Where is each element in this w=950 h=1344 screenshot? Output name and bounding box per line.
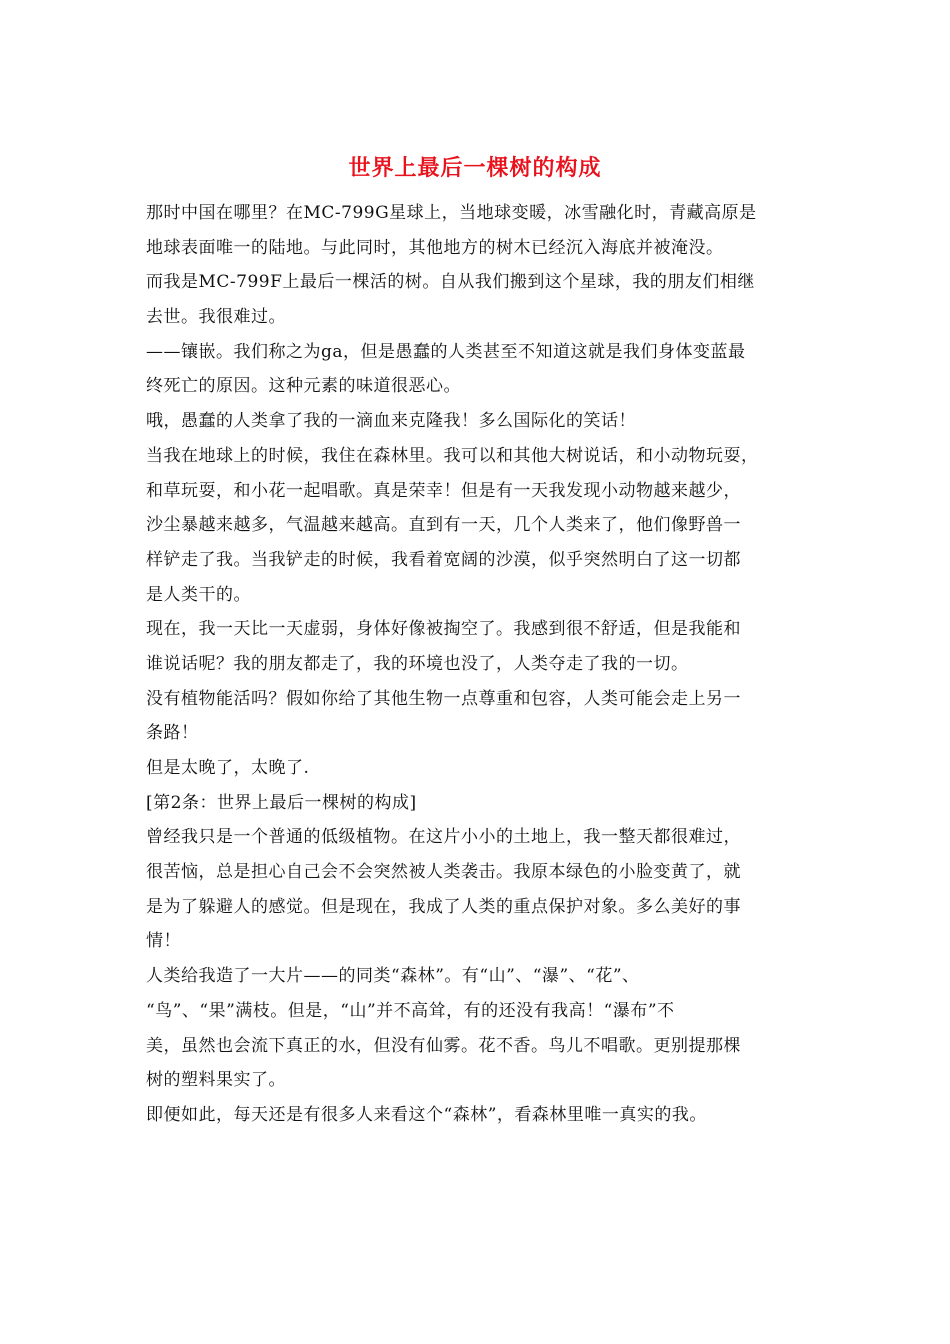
- text-line: ——镶嵌。我们称之为ga，但是愚蠢的人类甚至不知道这就是我们身体变蓝最: [146, 341, 746, 362]
- text-line: 当我在地球上的时候，我住在森林里。我可以和其他大树说话，和小动物玩耍，: [146, 445, 759, 466]
- text-line: 而我是MC-799F上最后一棵活的树。自从我们搬到这个星球，我的朋友们相继: [146, 272, 755, 293]
- text-line: 那时中国在哪里？在MC-799G星球上，当地球变暖，冰雪融化时，青藏高原是: [146, 203, 757, 223]
- document-title: 世界上最后一棵树的构成: [348, 155, 602, 181]
- section-heading: [第2条：世界上最后一棵树的构成]: [146, 792, 417, 813]
- text-line: 情！: [146, 931, 181, 952]
- text-line: 没有植物能活吗？假如你给了其他生物一点尊重和包容，人类可能会走上另一: [146, 688, 741, 709]
- text-line: 和草玩耍，和小花一起唱歌。真是荣幸！但是有一天我发现小动物越来越少，: [146, 480, 741, 501]
- text-line: 是人类干的。: [146, 584, 251, 605]
- text-line: 终死亡的原因。这种元素的味道很恶心。: [146, 376, 461, 397]
- text-line: 沙尘暴越来越多，气温越来越高。直到有一天，几个人类来了，他们像野兽一: [146, 515, 741, 536]
- text-line: 即便如此，每天还是有很多人来看这个“森林”，看森林里唯一真实的我。: [146, 1104, 707, 1125]
- text-line: 去世。我很难过。: [146, 307, 286, 328]
- text-line: 曾经我只是一个普通的低级植物。在这片小小的土地上，我一整天都很难过，: [146, 827, 741, 848]
- text-line: 美，虽然也会流下真正的水，但没有仙雾。花不香。鸟儿不唱歌。更别提那棵: [146, 1035, 741, 1056]
- text-line: 哦，愚蠢的人类拿了我的一滴血来克隆我！多么国际化的笑话！: [146, 411, 636, 432]
- document-body: [146, 196, 812, 1133]
- text-line: “鸟”、“果”满枝。但是，“山”并不高耸，有的还没有我高！“瀑布”不: [146, 1000, 675, 1021]
- text-line: 但是太晚了，太晚了.: [146, 758, 310, 778]
- text-line: 样铲走了我。当我铲走的时候，我看着宽阔的沙漠，似乎突然明白了这一切都: [146, 549, 741, 570]
- text-line: 谁说话呢？我的朋友都走了，我的环境也没了，人类夺走了我的一切。: [146, 653, 689, 674]
- text-line: 条路！: [146, 723, 199, 744]
- text-line: 很苦恼，总是担心自己会不会突然被人类袭击。我原本绿色的小脸变黄了，就: [146, 862, 741, 883]
- text-line: 树的塑料果实了。: [146, 1070, 286, 1091]
- text-line: 地球表面唯一的陆地。与此同时，其他地方的树木已经沉入海底并被淹没。: [146, 237, 724, 258]
- text-line: 现在，我一天比一天虚弱，身体好像被掏空了。我感到很不舒适，但是我能和: [146, 619, 741, 640]
- text-line: 人类给我造了一大片——的同类“森林”。有“山”、“瀑”、“花”、: [146, 966, 640, 987]
- text-line: 是为了躲避人的感觉。但是现在，我成了人类的重点保护对象。多么美好的事: [146, 896, 741, 917]
